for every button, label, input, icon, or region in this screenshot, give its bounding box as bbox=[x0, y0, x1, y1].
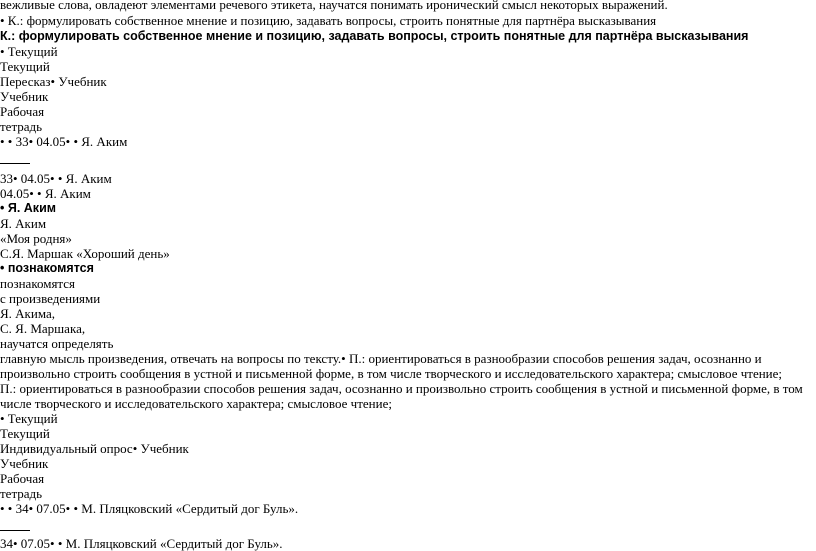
text-line-nauchatsya: научатся определять bbox=[0, 336, 114, 351]
text-line-individual-survey: Индивидуальный опрос• Учебник bbox=[0, 441, 189, 456]
text-line-akim-bullet: • Я. Аким bbox=[0, 201, 56, 215]
text-line-lesson-33-bullets: • • 33• 04.05• • Я. Аким bbox=[0, 134, 128, 149]
text-line-s-proizvedeniyami: с произведениями bbox=[0, 291, 101, 306]
text-line-communicative-bold: К.: формулировать собственное мнение и позицию, задавать вопросы, строить понятные для партнёра высказывания bbox=[0, 29, 749, 43]
text-paragraph-cognitive: П.: ориентироваться в разнообразии способов решения задач, осознанно и произвольно строить сообщения в устной и письменной форме, в том числе творческого и исследовательского характера; смысловое чтение; bbox=[0, 381, 803, 411]
text-line-marshaka: С. Я. Маршака, bbox=[0, 321, 86, 336]
text-line-current: Текущий bbox=[0, 59, 50, 74]
text-paragraph-main-idea: главную мысль произведения, отвечать на вопросы по тексту.• П.: ориентироваться в разнообразии способов решения задач, осознанно и произвольно строить сообщения в устной и письменной форме, в том числе творческого и исследовательского характера; смысловое чтение; bbox=[0, 351, 783, 381]
text-line-akim: Я. Аким bbox=[0, 216, 47, 231]
text-line-retelling-textbook: Пересказ• Учебник bbox=[0, 74, 107, 89]
separator-rule bbox=[0, 163, 30, 164]
text-line-poznakomyatsya-bullet: • познакомятся bbox=[0, 261, 94, 275]
text-line-workbook-3: Рабочая bbox=[0, 471, 45, 486]
separator-rule-2 bbox=[0, 530, 30, 531]
text-line-current-bullet-2: • Текущий bbox=[0, 411, 58, 426]
text-line-lesson-33: 33• 04.05• • Я. Аким bbox=[0, 171, 112, 186]
text-line-communicative-bullet: • К.: формулировать собственное мнение и позицию, задавать вопросы, строить понятные для партнёра высказывания bbox=[0, 13, 657, 28]
text-line-marshak: С.Я. Маршак «Хороший день» bbox=[0, 246, 170, 261]
text-line-workbook-4: тетрадь bbox=[0, 486, 43, 501]
text-line-workbook-2: тетрадь bbox=[0, 119, 43, 134]
text-line-intro: вежливые слова, овладеют элементами речевого этикета, научатся понимать иронический смысл некоторых выражений. bbox=[0, 0, 668, 12]
text-line-moya-rodnya: «Моя родня» bbox=[0, 231, 72, 246]
text-line-textbook-2: Учебник bbox=[0, 456, 49, 471]
text-line-date-0405: 04.05• • Я. Аким bbox=[0, 186, 91, 201]
text-line-workbook-1: Рабочая bbox=[0, 104, 45, 119]
text-line-textbook: Учебник bbox=[0, 89, 49, 104]
text-line-akima: Я. Акима, bbox=[0, 306, 55, 321]
text-line-current-bullet: • Текущий bbox=[0, 44, 58, 59]
text-line-poznakomyatsya: познакомятся bbox=[0, 276, 76, 291]
text-line-current-2: Текущий bbox=[0, 426, 50, 441]
text-line-lesson-34: 34• 07.05• • М. Пляцковский «Сердитый дог Буль». bbox=[0, 536, 283, 551]
text-line-lesson-34-bullets: • • 34• 07.05• • М. Пляцковский «Сердитый дог Буль». bbox=[0, 501, 299, 516]
